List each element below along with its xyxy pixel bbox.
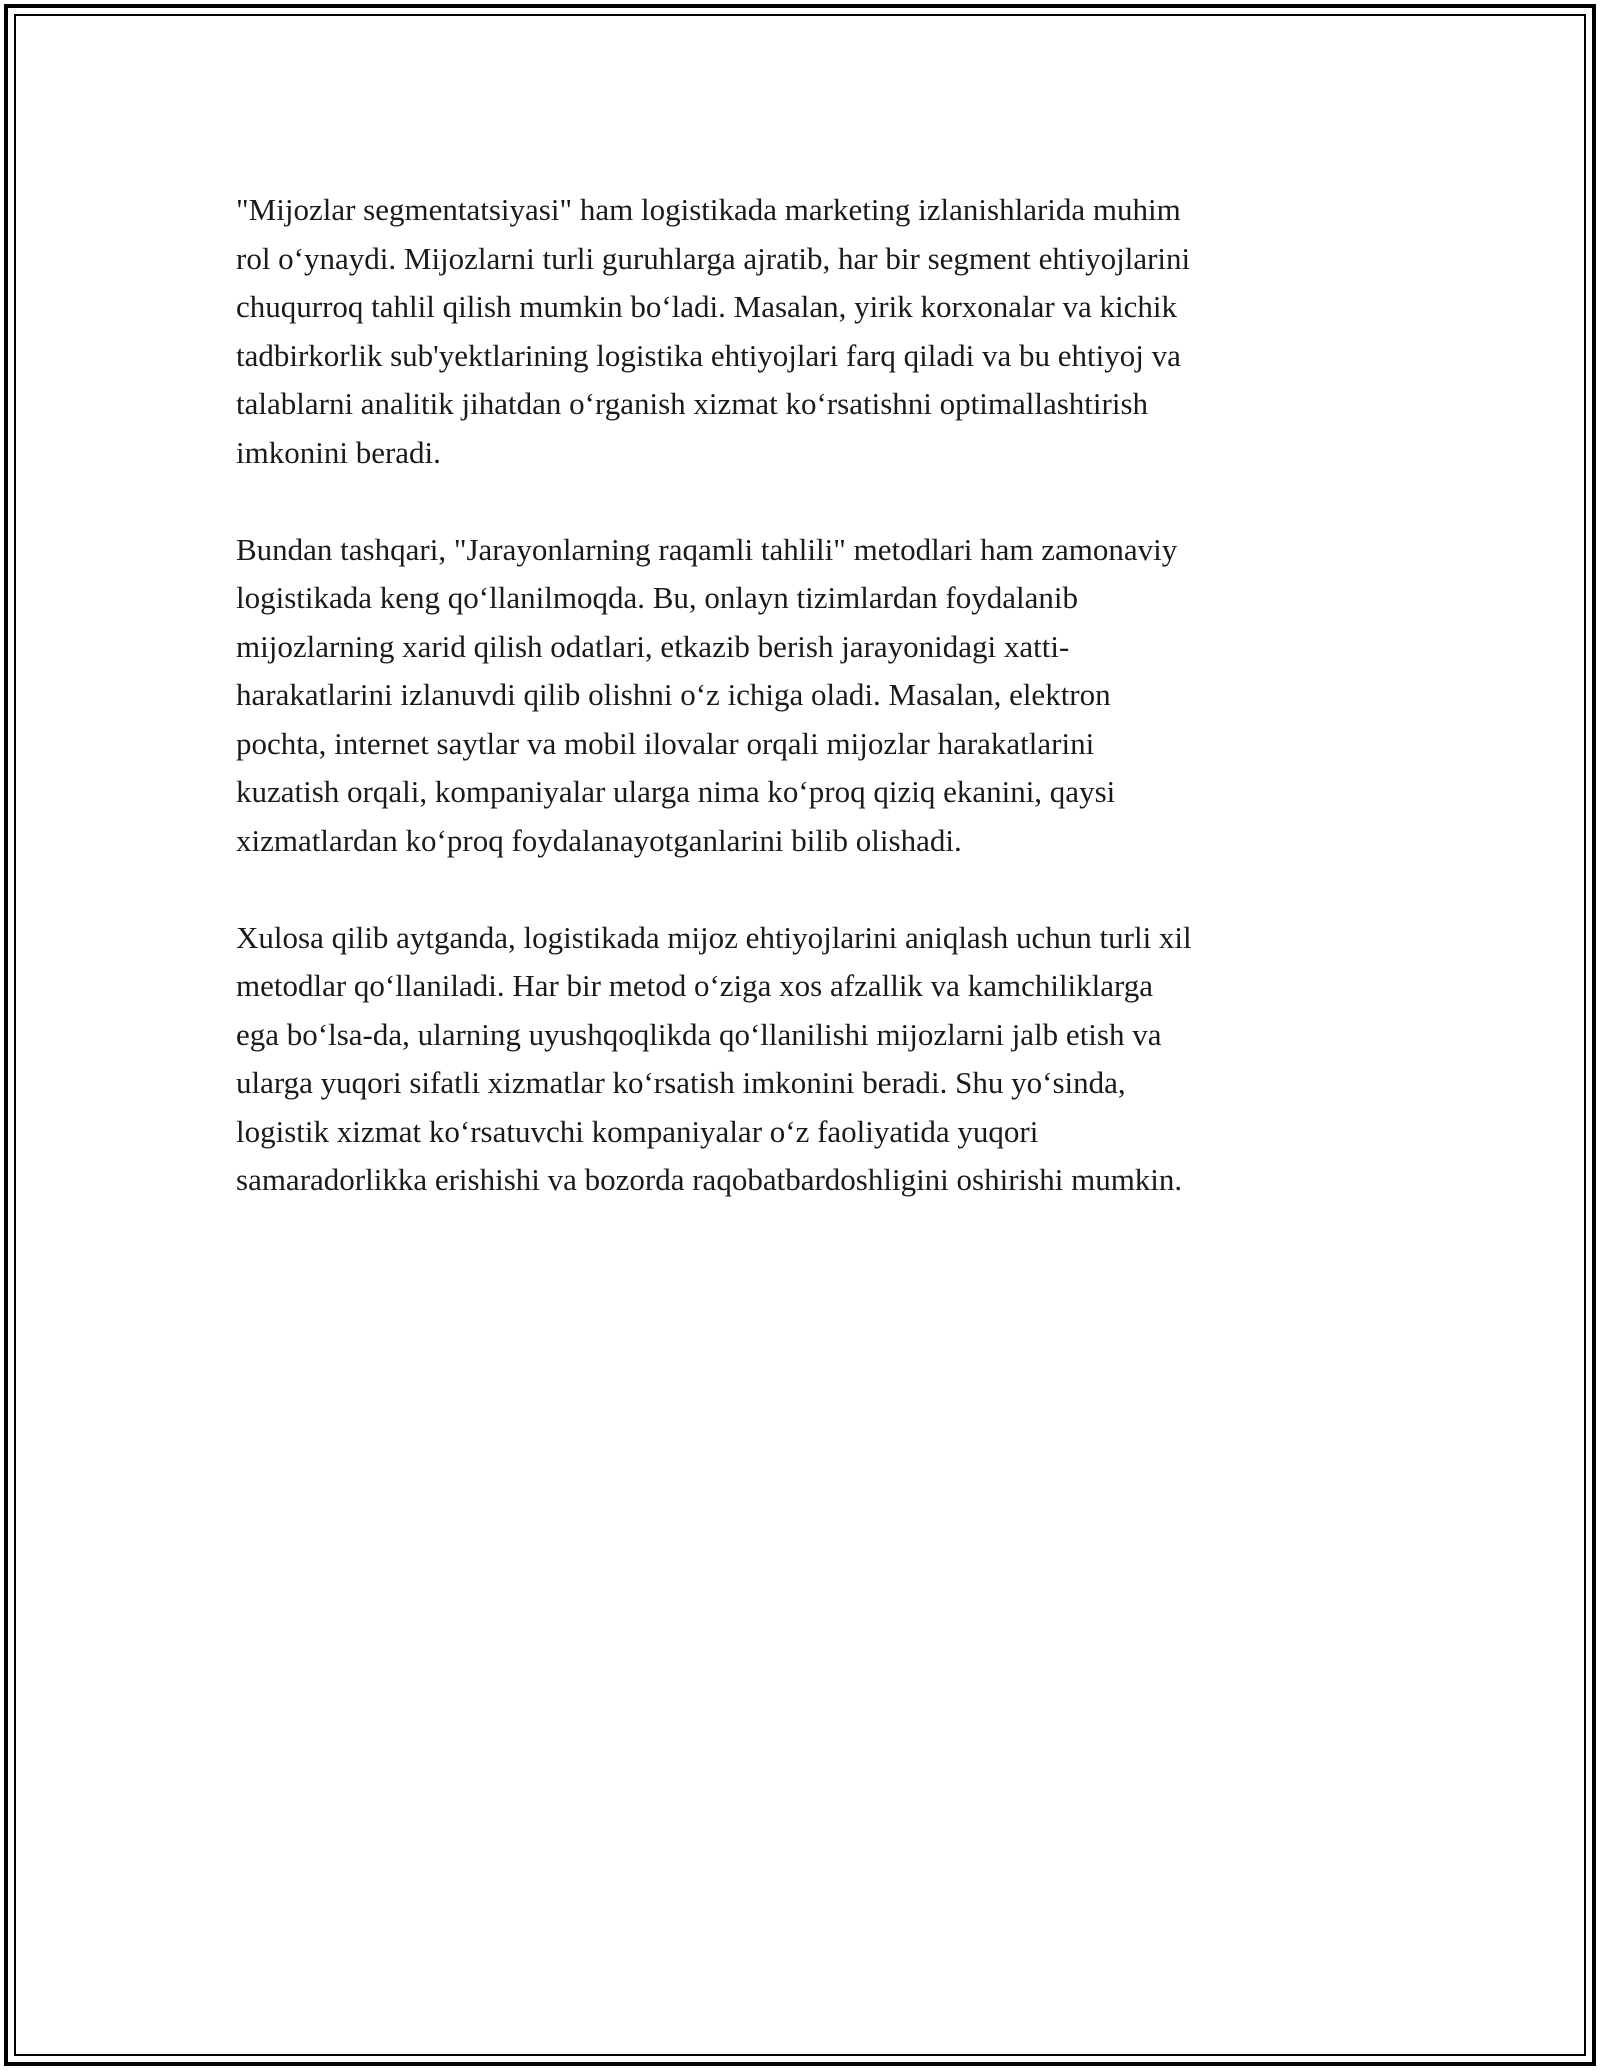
paragraph-segmentation: "Mijozlar segmentatsiyasi" ham logistikada marketing izlanishlarida muhim rol oʻynaydi. Mijozlarni turli guruhlarga ajratib, har bir segment ehtiyojlarini chuqurroq tahlil qilish mumkin boʻladi. Masalan, yirik korxonalar va kichik tadbirkorlik sub'yektlarining logistika ehtiyojlari farq qiladi va bu ehtiyoj va talablarni analitik jihatdan oʻrganish xizmat koʻrsatishni optimallashtirish imkonini beradi.: [236, 192, 1191, 470]
paragraph-conclusion: Xulosa qilib aytganda, logistikada mijoz ehtiyojlarini aniqlash uchun turli xil metodlar qoʻllaniladi. Har bir metod oʻziga xos afzallik va kamchiliklarga ega boʻlsa-da, ularning uyushqoqlikda qoʻllanilishi mijozlarni jalb etish va ularga yuqori sifatli xizmatlar koʻrsatish imkonini beradi. Shu yoʻsinda, logistik xizmat koʻrsatuvchi kompaniyalar oʻz faoliyatida yuqori samaradorlikka erishishi va bozorda raqobatbardoshligini oshirishi mumkin.: [236, 919, 1192, 1197]
paragraph-digital-analysis: Bundan tashqari, "Jarayonlarning raqamli tahlili" metodlari ham zamonaviy logistikada keng qoʻllanilmoqda. Bu, onlayn tizimlardan foydalanib mijozlarning xarid qilish odatlari, etkazib berish jarayonidagi xatti- harakatlarini izlanuvdi qilib olishni oʻz ichiga oladi. Masalan, elektron pochta, internet saytlar va mobil ilovalar orqali mijozlar harakatlarini kuzatish orqali, kompaniyalar ularga nima koʻproq qiziq ekanini, qaysi xizmatlardan koʻproq foydalanayotganlarini bilib olishadi.: [236, 531, 1178, 858]
document-body: [236, 186, 1376, 1253]
